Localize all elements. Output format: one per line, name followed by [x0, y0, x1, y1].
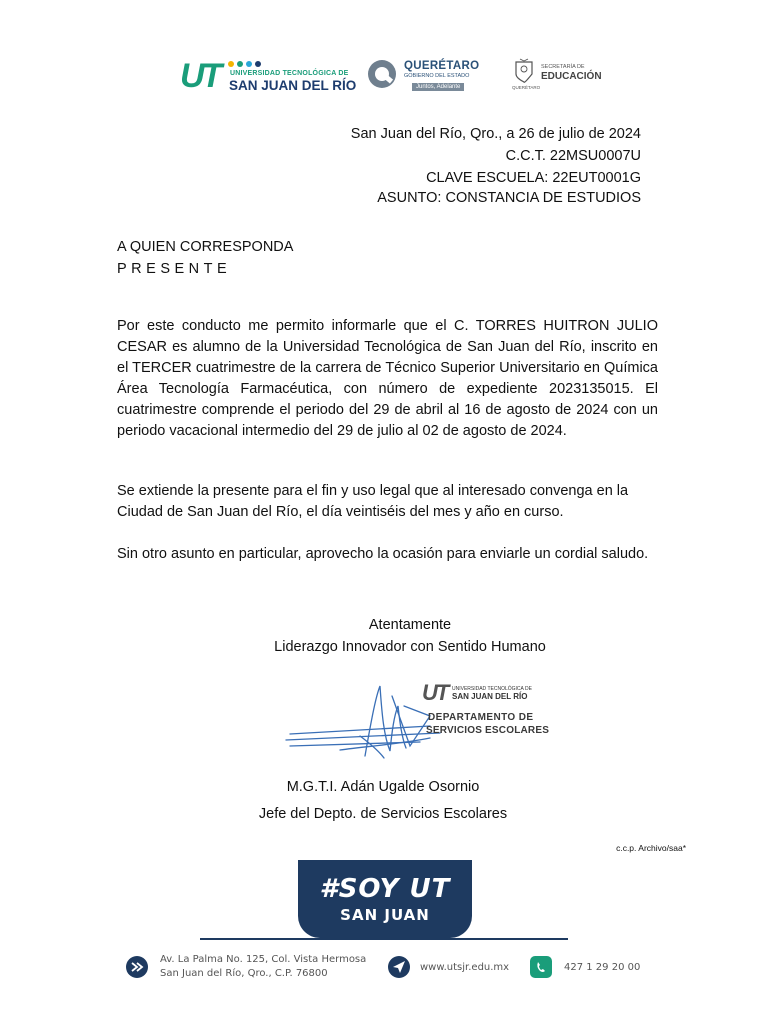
queretaro-name: QUERÉTARO — [404, 60, 480, 72]
cct: C.C.T. 22MSU0007U — [505, 148, 641, 164]
body-paragraph-2: Se extiende la presente para el fin y uso legal que al interesado convenga en la Ciudad de San Juan del Río, el día veintiséis del mes y año en curso. — [117, 483, 629, 520]
queretaro-logo — [366, 58, 484, 96]
queretaro-tag: Juntos, Adelante — [412, 83, 464, 91]
footer-divider — [200, 938, 568, 940]
send-icon — [388, 956, 410, 978]
place-date: San Juan del Río, Qro., a 26 de julio de 2024 — [350, 126, 641, 142]
closing-motto: Liderazgo Innovador con Sentido Humano — [274, 639, 546, 655]
school-key: CLAVE ESCUELA: 22EUT0001G — [426, 170, 641, 186]
ccp-note: c.c.p. Archivo/saa* — [616, 843, 686, 853]
badge-line2: SAN JUAN — [340, 906, 430, 924]
ut-logo-dots — [228, 61, 261, 67]
salutation-line2: PRESENTE — [117, 261, 232, 277]
sep-shield-icon — [514, 58, 534, 84]
sep-foot-text: QUERÉTARO — [512, 85, 541, 90]
location-icon — [126, 956, 148, 978]
body-paragraph-1: Por este conducto me permito informarle que el C. TORRES HUITRON JULIO CESAR es alumno de la Universidad Tecnológica de San Juan del Río, inscrito en el TERCER cuatrimestre de la carrera de Técnico Superior Universitario en Química Área Tecnología Farmacéutica, con número de expediente 2023135015. El cuatrimestre comprende el periodo del 29 de abril al 16 de agosto de 2024 con un periodo vacacional intermedio del 29 de julio al 02 de agosto de 2024. — [117, 318, 658, 439]
ut-logo-mark: UT — [180, 57, 220, 95]
stamp-department-line2: SERVICIOS ESCOLARES — [426, 725, 550, 736]
ut-logo — [180, 57, 357, 96]
body-paragraph-3: Sin otro asunto en particular, aprovecho la ocasión para enviarle un cordial saludo. — [117, 546, 649, 562]
queretaro-sub: GOBIERNO DEL ESTADO — [404, 73, 470, 79]
closing-atentamente: Atentamente — [368, 617, 452, 633]
signer-title: Jefe del Depto. de Servicios Escolares — [258, 806, 508, 822]
phone-number: 427 1 29 20 00 — [564, 962, 641, 973]
badge-line1: #SOY UT — [319, 874, 451, 904]
ut-logo-line2: SAN JUAN DEL RÍO — [229, 78, 357, 93]
soy-ut-badge — [298, 860, 472, 938]
queretaro-q-icon — [366, 58, 398, 90]
stamp-ut-mark: UT — [422, 680, 448, 705]
address-line2: San Juan del Río, Qro., C.P. 76800 — [160, 968, 328, 979]
subject: ASUNTO: CONSTANCIA DE ESTUDIOS — [377, 190, 641, 206]
phone-icon — [530, 956, 552, 978]
address-line1: Av. La Palma No. 125, Col. Vista Hermosa — [160, 954, 367, 965]
signer-name: M.G.T.I. Adán Ugalde Osornio — [286, 779, 480, 795]
sep-big-text: EDUCACIÓN — [541, 71, 602, 82]
sep-small-text: SECRETARÍA DE — [541, 64, 585, 70]
stamp-department-line1: DEPARTAMENTO DE — [428, 712, 534, 723]
stamp-university-line1: UNIVERSIDAD TECNOLÓGICA DE — [452, 686, 532, 692]
signature-stamp — [280, 676, 550, 776]
stamp-university-line2: SAN JUAN DEL RÍO — [452, 692, 528, 701]
sep-logo — [511, 56, 602, 96]
salutation-line1: A QUIEN CORRESPONDA — [117, 239, 294, 255]
website-link[interactable]: www.utsjr.edu.mx — [420, 962, 510, 973]
ut-logo-line1: UNIVERSIDAD TECNOLÓGICA DE — [230, 70, 349, 77]
